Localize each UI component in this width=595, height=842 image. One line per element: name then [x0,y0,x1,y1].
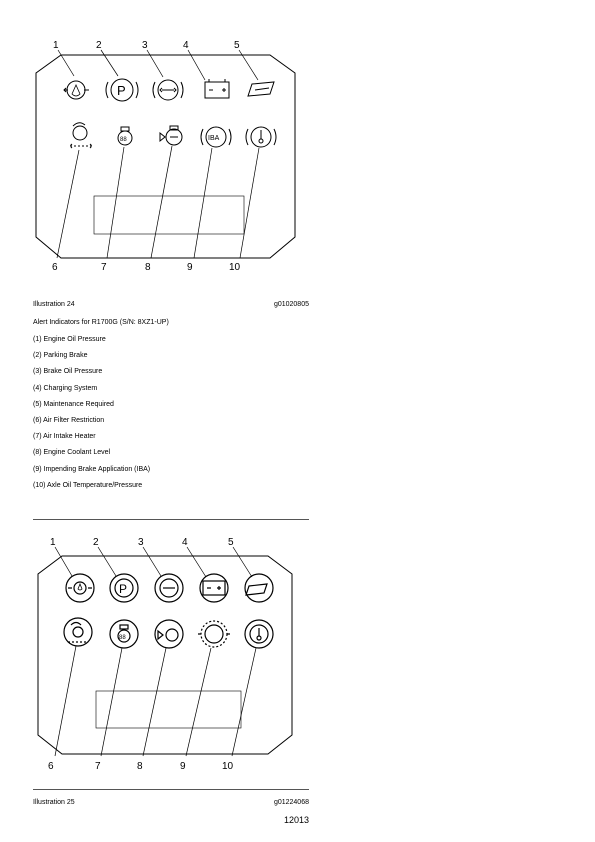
illustration-25 [0,525,595,775]
engine-coolant-level-icon [160,126,182,145]
callout-4: 4 [183,40,189,51]
legend-item: (1) Engine Oil Pressure [33,336,106,343]
callout-10: 10 [222,761,234,772]
callout-6: 6 [48,761,54,772]
illustration-24 [0,0,595,290]
legend-item: (3) Brake Oil Pressure [33,368,103,376]
bottom-leader-lines [55,646,256,756]
charging-system-icon [200,574,228,602]
svg-text:88: 88 [120,137,127,143]
callout-4: 4 [182,537,188,548]
display-window [94,196,244,234]
brake-oil-pressure-icon [153,80,183,100]
callout-2: 2 [93,537,99,548]
legend-item: (4) Charging System [33,384,98,392]
illustration-number: Illustration 24 [33,301,75,308]
impending-brake-application-icon [201,127,231,147]
axle-oil-temperature-icon [246,127,276,147]
engine-coolant-level-icon [155,620,183,648]
air-filter-restriction-icon [64,618,92,646]
figure-description: Alert Indicators for R1700G (S/N: 8XZ1-UP) [33,319,169,326]
alert-panel-diagram-2 [0,525,595,775]
legend-item: (5) Maintenance Required [33,400,114,408]
engine-oil-pressure-icon [64,81,89,99]
impending-brake-application-icon [198,621,230,647]
indicator-legend [33,335,150,497]
panel-outline [36,55,295,258]
bottom-leader-lines [57,146,259,258]
callout-1: 1 [50,537,56,548]
display-window [96,691,241,728]
section-divider [33,519,309,520]
legend-item: (7) Air Intake Heater [33,433,96,441]
illustration-number: Illustration 25 [33,799,75,806]
callout-2: 2 [96,40,102,51]
svg-text:88: 88 [119,635,126,641]
air-intake-heater-icon [118,127,132,145]
legend-item: (9) Impending Brake Application (IBA) [33,465,151,473]
page-number: 12013 [283,815,309,825]
callout-7: 7 [101,262,107,273]
callout-9: 9 [180,761,186,772]
callout-3: 3 [142,40,148,51]
callout-8: 8 [145,262,151,273]
section-divider-2 [33,789,309,790]
callout-1: 1 [53,40,59,51]
charging-system-icon [205,79,229,98]
legend-item: (6) Air Filter Restriction [33,416,105,424]
callout-5: 5 [234,40,240,51]
callout-8: 8 [137,761,143,772]
air-intake-heater-icon [110,620,138,648]
svg-text:P: P [119,582,128,596]
graphic-code: g01020805 [273,301,309,308]
air-filter-restriction-icon [70,123,92,148]
svg-text:IBA: IBA [208,135,220,142]
parking-brake-icon [106,79,138,101]
legend-item: (10) Axle Oil Temperature/Pressure [33,481,143,489]
callout-3: 3 [138,537,144,548]
legend-item: (2) Parking Brake [33,352,88,360]
engine-oil-pressure-icon [66,574,94,602]
top-leader-lines [55,547,252,577]
svg-text:P: P [117,83,126,98]
maintenance-required-icon [245,574,273,602]
callout-6: 6 [52,262,58,273]
axle-oil-temperature-icon [245,620,273,648]
callout-5: 5 [228,537,234,548]
brake-oil-pressure-icon [155,574,183,602]
maintenance-required-icon [248,82,274,96]
callout-10: 10 [229,262,241,273]
legend-item: (8) Engine Coolant Level [33,449,111,457]
callout-7: 7 [95,761,101,772]
callout-9: 9 [187,262,193,273]
alert-panel-diagram [0,0,595,290]
parking-brake-icon [110,574,138,602]
graphic-code: g01224068 [273,799,309,806]
